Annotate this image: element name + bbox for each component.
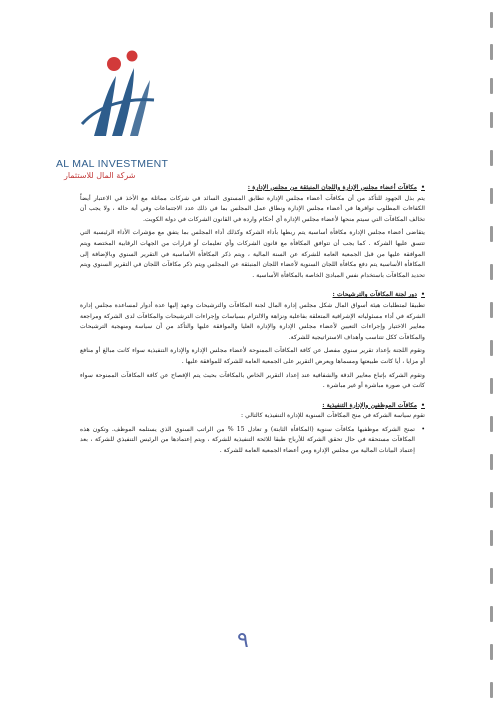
scan-edge-marks bbox=[483, 0, 497, 702]
logo-mark-icon bbox=[42, 28, 172, 158]
paragraph: وتقوم اللجنة بإعداد تقرير سنوي مفصل عن كافة المكافآت الممنوحة لأعضاء مجلس الإدارة والإدارة التنفيذية سواء كانت مبالغ أو منافع أو مزايا ، أيا كانت طبيعتها ومسماها ويعرض التقرير على الجمعية العامة للشركة للموافقة عليها . bbox=[80, 347, 425, 365]
paragraph: وتقوم الشركة بإتباع معايير الدقة والشفافية عند إعداد التقرير الخاص بالمكافآت بحيث يتم الإفصاح عن كافة المكافآت الممنوحة سواء كانت في صورة مباشرة أو غير مباشرة . bbox=[80, 371, 425, 390]
section-heading-employee-remuneration: •مكافآت الموظفين والإدارة التنفيذية : bbox=[322, 401, 425, 409]
bullet-icon: • bbox=[421, 425, 425, 433]
page-number: ٩ bbox=[237, 628, 249, 653]
paragraph: تقوم سياسة الشركة في منح المكافآت السنوية للإدارة التنفيذية كالتالي : bbox=[241, 412, 425, 420]
paragraph: يتم بذل الجهود للتأكد من أن مكافآت أعضاء مجلس الإدارة تطابق المستوى السائد في شركات مماثلة مع الأخذ في الاعتبار أيضاً الكفاءات المطلوب توافرها في أعضاء مجلس الإدارة ونطاق عمل المجلس بما في ذلك عدد الاجتماعات وفي أية حالة ، ولا يجب أن تخالف المكافآت التي سيتم منحها لأعضاء مجلس الإدارة أي أحكام واردة في القانون الشركات في دولة الكويت. bbox=[80, 194, 425, 223]
logo-text-en: AL MAL INVESTMENT bbox=[56, 158, 169, 170]
document-body bbox=[80, 183, 425, 457]
section-heading-board-remuneration: •مكافآت أعضاء مجلس الإدارة واللجان المنبثقة من مجلس الإدارة : bbox=[247, 184, 425, 191]
list-item: • تمنح الشركة موظفيها مكافآت سنوية (المكافأة الثابتة) و تعادل 15 % من الراتب السنوي الذي يستلمه الموظف. وتكون هذه المكافآت مستحقة في حال تحقق الشركة للأرباح طبقا للائحة التنفيذية للشركة ، ويتم إعتمادها من الرئيس التنفيذي للشركة ، بعد إعتماد البيانات المالية من مجلس الإدارة ومن أعضاء الجمعية العامة للشركة . bbox=[80, 425, 425, 455]
section-heading-nomination-committee: •دور لجنة المكافآت والترشيحات : bbox=[332, 291, 425, 299]
paragraph: تطبيقا لمتطلبات هيئة أسواق المال شكل مجلس إدارة المال لجنة المكافآت والترشيحات وعهد إليها عدة أدوار لمساعدة مجلس إدارة الشركة في أداء مسئولياته الإشرافية المتعلقة بفاعلية ونزاهة والالتزام بسياسات وإجراءات الترشيحات والمكافآت لدى الشركة ومراجعة معايير الاختيار وإجراءات التعيين لأعضاء مجلس الإدارة والإدارة العليا والموافقة عليها والتأكد من أن سياسة ومنهجية الترشيحات والمكافآت ككل تتناسب وأهداف الاستراتيجية للشركة. bbox=[80, 301, 425, 341]
paragraph: يتقاضى أعضاء مجلس الإدارة مكافأة أساسية يتم ربطها بأداء الشركة وكذلك أداء المجلس بما يتفق مع مؤشرات الأداء الرئيسية التي تتسق عليها الشركة . كما يجب أن تتوافق المكافأة مع قانون الشركات وأي تعليمات أو قرارات من الجهات الرقابية المختصة ويتم الموافقة عليها من قبل الجمعية العامة للشركة عن السنة المالية ، ويتم ذكر المكافأة الأساسية في التقرير السنوي وبالإضافة إلى المكافأة الأساسية يتم دفع مكافأة اللجان السنوية لأعضاء اللجان المنبثقة عن المجلس ويتم ذكر مكافآت اللجان في التقرير السنوي ويتم تحديد المكافآت باستخدام نفس المبادئ الخاصة بالمكافأة الأساسية . bbox=[80, 229, 425, 279]
logo-text-ar: شركة المال للاستثمار bbox=[64, 171, 136, 180]
company-logo bbox=[42, 28, 172, 180]
